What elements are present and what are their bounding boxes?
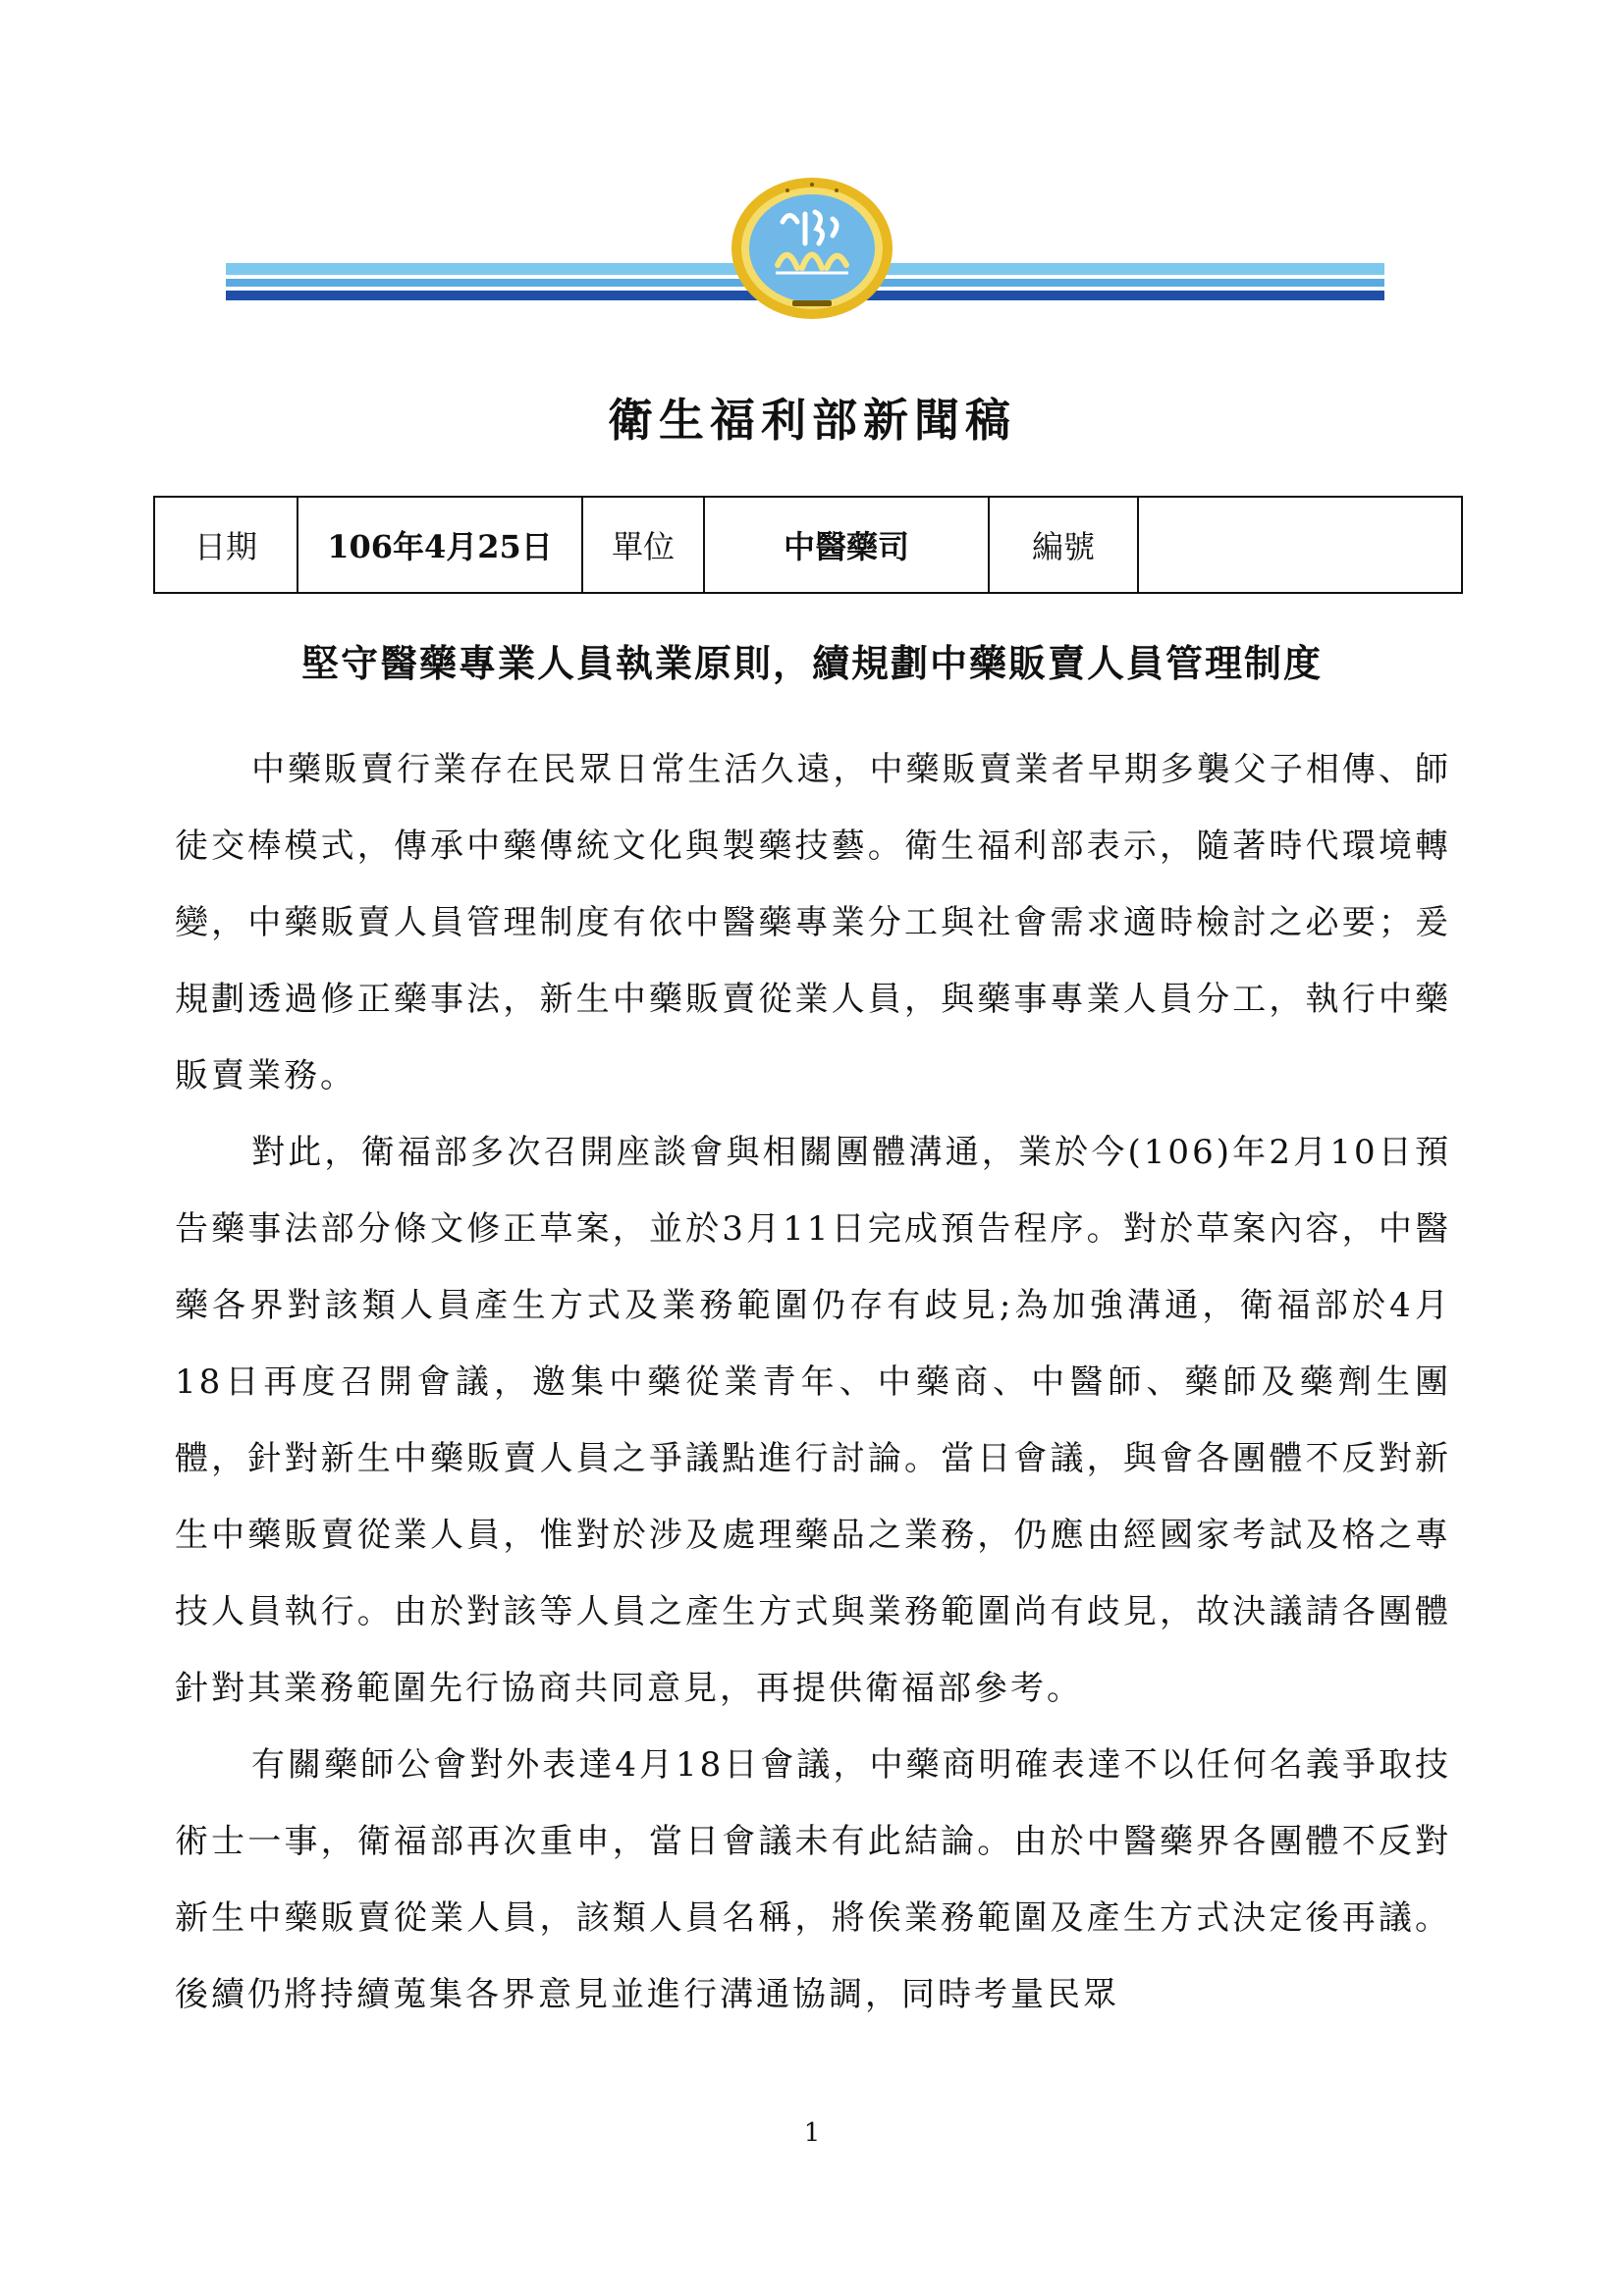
date-label: 日期 (154, 497, 298, 593)
date-value: 106年4月25日 (298, 497, 582, 593)
unit-value: 中醫藥司 (704, 497, 989, 593)
ministry-emblem-icon (729, 175, 895, 322)
page-title: 衛生福利部新聞稿 (608, 394, 1016, 447)
page-number: 1 (803, 2118, 821, 2148)
info-table (153, 496, 1463, 594)
number-value (1138, 497, 1462, 593)
headline: 堅守醫藥專業人員執業原則，續規劃中藥販賣人員管理制度 (300, 642, 1323, 685)
paragraph-3: 有關藥師公會對外表達4月18日會議，中藥商明確表達不以任何名義爭取技術士一事，衛福部再次重申，當日會議未有此結論。由於中醫藥界各團體不反對新生中藥販賣從業人員，該類人員名稱，將俟業務範圍及產生方式決定後再議。後續仍將持續蒐集各界意見並進行溝通協調，同時考量民眾 (175, 1745, 1451, 2014)
info-row (154, 497, 1462, 593)
number-label: 編號 (989, 497, 1138, 593)
paragraph-2: 對此，衛福部多次召開座談會與相關團體溝通，業於今(106)年2月10日預告藥事法部分條文修正草案，並於3月11日完成預告程序。對於草案內容，中醫藥各界對該類人員產生方式及業務範圍仍存有歧見;為加強溝通，衛福部於4月18日再度召開會議，邀集中藥從業青年、中藥商、中醫師、藥師及藥劑生團體，針對新生中藥販賣人員之爭議點進行討論。當日會議，與會各團體不反對新生中藥販賣從業人員，惟對於涉及處理藥品之業務，仍應由經國家考試及格之專技人員執行。由於對該等人員之產生方式與業務範圍尚有歧見，故決議請各團體針對其業務範圍先行協商共同意見，再提供衛福部參考。 (175, 1133, 1451, 1708)
paragraph-1: 中藥販賣行業存在民眾日常生活久遠，中藥販賣業者早期多襲父子相傳、師徒交棒模式，傳承中藥傳統文化與製藥技藝。衛生福利部表示，隨著時代環境轉變，中藥販賣人員管理制度有依中醫藥專業分工與社會需求適時檢討之必要；爰規劃透過修正藥事法，新生中藥販賣從業人員，與藥事專業人員分工，執行中藥販賣業務。 (175, 750, 1451, 1095)
unit-label: 單位 (582, 497, 704, 593)
body-text (175, 731, 1451, 2033)
